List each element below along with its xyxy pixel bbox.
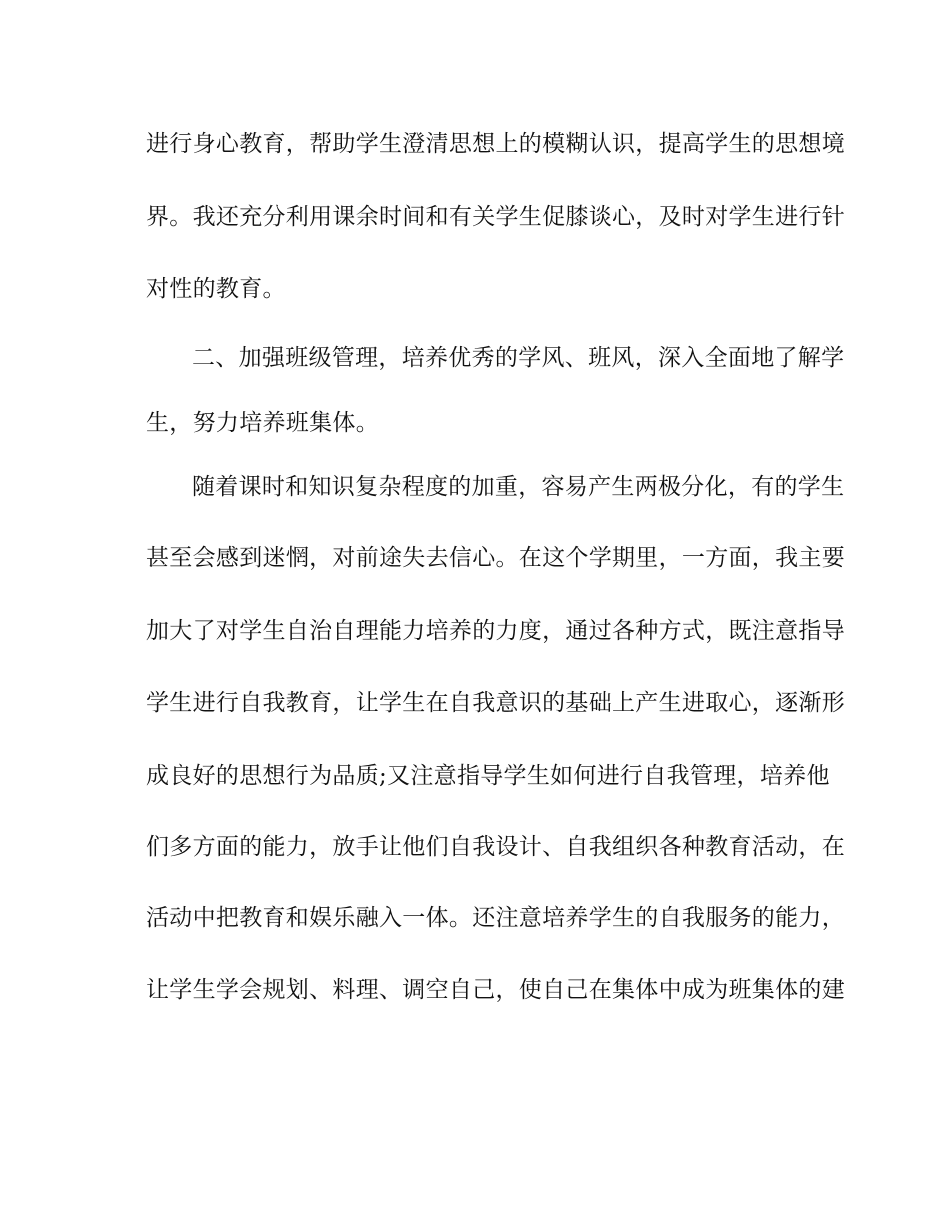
text-line: 成良好的思想行为品质;又注意指导学生如何进行自我管理，培养他 — [146, 763, 830, 789]
text-line: 对性的教育。 — [146, 276, 286, 302]
paragraph-first-line: 随着课时和知识复杂程度的加重，容易产生两极分化，有的学生 — [192, 474, 845, 500]
text-line: 让学生学会规划、料理、调空自己，使自己在集体中成为班集体的建 — [146, 977, 845, 1003]
text-line: 活动中把教育和娱乐融入一体。还注意培养学生的自我服务的能力， — [146, 905, 845, 931]
text-line: 们多方面的能力，放手让他们自我设计、自我组织各种教育活动，在 — [146, 834, 845, 860]
text-line: 界。我还充分利用课余时间和有关学生促膝谈心，及时对学生进行针 — [146, 204, 845, 230]
text-line: 生，努力培养班集体。 — [146, 410, 379, 436]
section-heading: 二、加强班级管理，培养优秀的学风、班风，深入全面地了解学 — [192, 345, 845, 371]
text-line: 学生进行自我教育，让学生在自我意识的基础上产生进取心，逐渐形 — [146, 690, 845, 716]
text-line: 加大了对学生自治自理能力培养的力度，通过各种方式，既注意指导 — [146, 618, 845, 644]
text-line: 进行身心教育，帮助学生澄清思想上的模糊认识，提高学生的思想境 — [146, 131, 845, 157]
text-line: 甚至会感到迷惘，对前途失去信心。在这个学期里，一方面，我主要 — [146, 545, 845, 571]
